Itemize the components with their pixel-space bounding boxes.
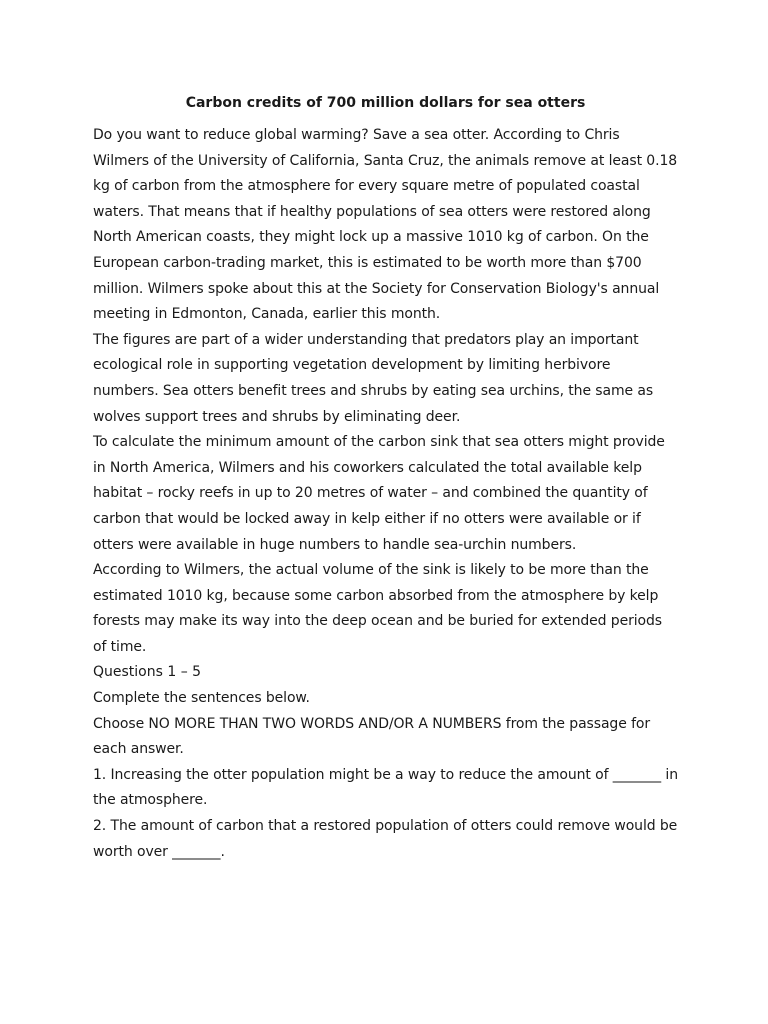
question-1: 1. Increasing the otter population might be a way to reduce the amount of _______ in the atmosphere.: [93, 766, 678, 809]
questions-instruction-choose: Choose NO MORE THAN TWO WORDS AND/OR A NUMBERS from the passage for each answer.: [93, 715, 651, 758]
document-body: [93, 90, 678, 865]
document-title: Carbon credits of 700 million dollars for sea otters: [185, 95, 586, 111]
paragraph-calculation: To calculate the minimum amount of the carbon sink that sea otters might provide in North America, Wilmers and his coworkers calculated the total available kelp habitat – rocky reefs in up to 20 metres of water – and combined the quantity of carbon that would be locked away in kelp either if no otters were available or if otters were available in huge numbers to handle sea-urchin numbers.: [93, 434, 665, 553]
paragraph-intro: Do you want to reduce global warming? Save a sea otter. According to Chris Wilmers of the University of California, Santa Cruz, the animals remove at least 0.18 kg of carbon from the atmosphere for every square metre of populated coastal waters. That means that if healthy populations of sea otters were restored along North American coasts, they might lock up a massive 1010 kg of carbon. On the European carbon-trading market, this is estimated to be worth more than $700 million. Wilmers spoke about this at the Society for Conservation Biology's annual meeting in Edmonton, Canada, earlier this month.: [93, 127, 678, 323]
paragraph-predators: The figures are part of a wider understanding that predators play an important ecological role in supporting vegetation development by limiting herbivore numbers. Sea otters benefit trees and shrubs by eating sea urchins, the same as wolves support trees and shrubs by eliminating deer.: [93, 331, 654, 425]
question-2: 2. The amount of carbon that a restored population of otters could remove would be worth over _______.: [93, 818, 678, 860]
questions-instruction-complete: Complete the sentences below.: [93, 690, 310, 707]
questions-heading: Questions 1 – 5: [93, 664, 202, 681]
paragraph-sink-volume: According to Wilmers, the actual volume of the sink is likely to be more than the estimated 1010 kg, because some carbon absorbed from the atmosphere by kelp forests may make its way into the deep ocean and be buried for extended periods of time.: [93, 562, 662, 655]
